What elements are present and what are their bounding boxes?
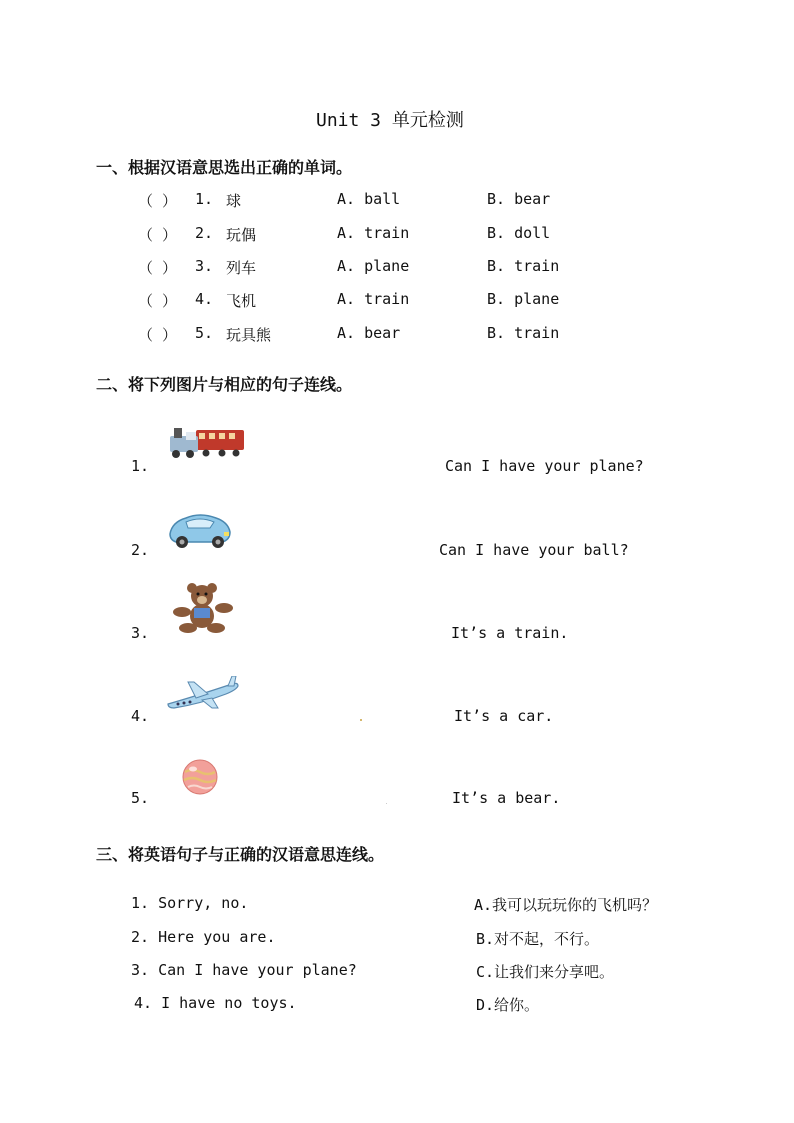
sentence[interactable]: It’s a car.	[454, 707, 554, 725]
item-number: 5.	[195, 324, 214, 342]
option-b[interactable]: B. train	[487, 257, 560, 275]
answer-paren[interactable]: （ ）	[138, 292, 178, 310]
english-sentence[interactable]: 2. Here you are.	[131, 928, 276, 946]
option-a[interactable]: A. plane	[337, 257, 410, 275]
item-number: 1.	[195, 190, 214, 208]
car-icon[interactable]	[166, 508, 234, 550]
page-title: Unit 3 单元检测	[316, 110, 464, 131]
item-number: 3.	[131, 624, 150, 642]
chinese-meaning[interactable]: B.对不起，不行。	[476, 930, 600, 948]
stray-dot	[360, 719, 362, 721]
item-chinese: 玩具熊	[226, 326, 272, 344]
item-number: 4.	[195, 290, 214, 308]
english-sentence[interactable]: 3. Can I have your plane?	[131, 961, 357, 979]
item-number: 5.	[131, 789, 150, 807]
chinese-meaning[interactable]: D.给你。	[476, 996, 540, 1014]
option-b[interactable]: B. train	[487, 324, 560, 342]
option-a[interactable]: A. train	[337, 224, 410, 242]
option-a[interactable]: A. train	[337, 290, 410, 308]
english-sentence[interactable]: 1. Sorry, no.	[131, 894, 249, 912]
item-number: 1.	[131, 457, 150, 475]
train-icon[interactable]	[166, 422, 248, 462]
answer-paren[interactable]: （ ）	[138, 226, 178, 244]
item-number: 4.	[131, 707, 150, 725]
sentence[interactable]: Can I have your ball?	[439, 541, 629, 559]
item-chinese: 列车	[226, 259, 257, 277]
option-b[interactable]: B. bear	[487, 190, 551, 208]
chinese-meaning[interactable]: A.我可以玩玩你的飞机吗？	[474, 896, 658, 914]
answer-paren[interactable]: （ ）	[138, 192, 178, 210]
item-chinese: 玩偶	[226, 226, 257, 244]
sentence[interactable]: It’s a bear.	[452, 789, 561, 807]
answer-paren[interactable]: （ ）	[138, 326, 178, 344]
item-chinese: 飞机	[226, 292, 257, 310]
stray-dot	[386, 803, 387, 804]
section-1-heading: 一、根据汉语意思选出正确的单词。	[96, 158, 353, 177]
chinese-meaning[interactable]: C.让我们来分享吧。	[476, 963, 615, 981]
item-number: 2.	[131, 541, 150, 559]
item-number: 2.	[195, 224, 214, 242]
plane-icon[interactable]	[166, 676, 242, 710]
option-a[interactable]: A. bear	[337, 324, 401, 342]
item-chinese: 球	[226, 192, 242, 210]
option-a[interactable]: A. ball	[337, 190, 401, 208]
ball-icon[interactable]	[180, 758, 220, 796]
answer-paren[interactable]: （ ）	[138, 259, 178, 277]
bear-icon[interactable]	[172, 582, 234, 634]
sentence[interactable]: It’s a train.	[451, 624, 569, 642]
option-b[interactable]: B. doll	[487, 224, 551, 242]
option-b[interactable]: B. plane	[487, 290, 560, 308]
section-3-heading: 三、将英语句子与正确的汉语意思连线。	[96, 845, 385, 864]
sentence[interactable]: Can I have your plane?	[445, 457, 644, 475]
section-2-heading: 二、将下列图片与相应的句子连线。	[96, 375, 353, 394]
item-number: 3.	[195, 257, 214, 275]
english-sentence[interactable]: 4. I have no toys.	[134, 994, 297, 1012]
